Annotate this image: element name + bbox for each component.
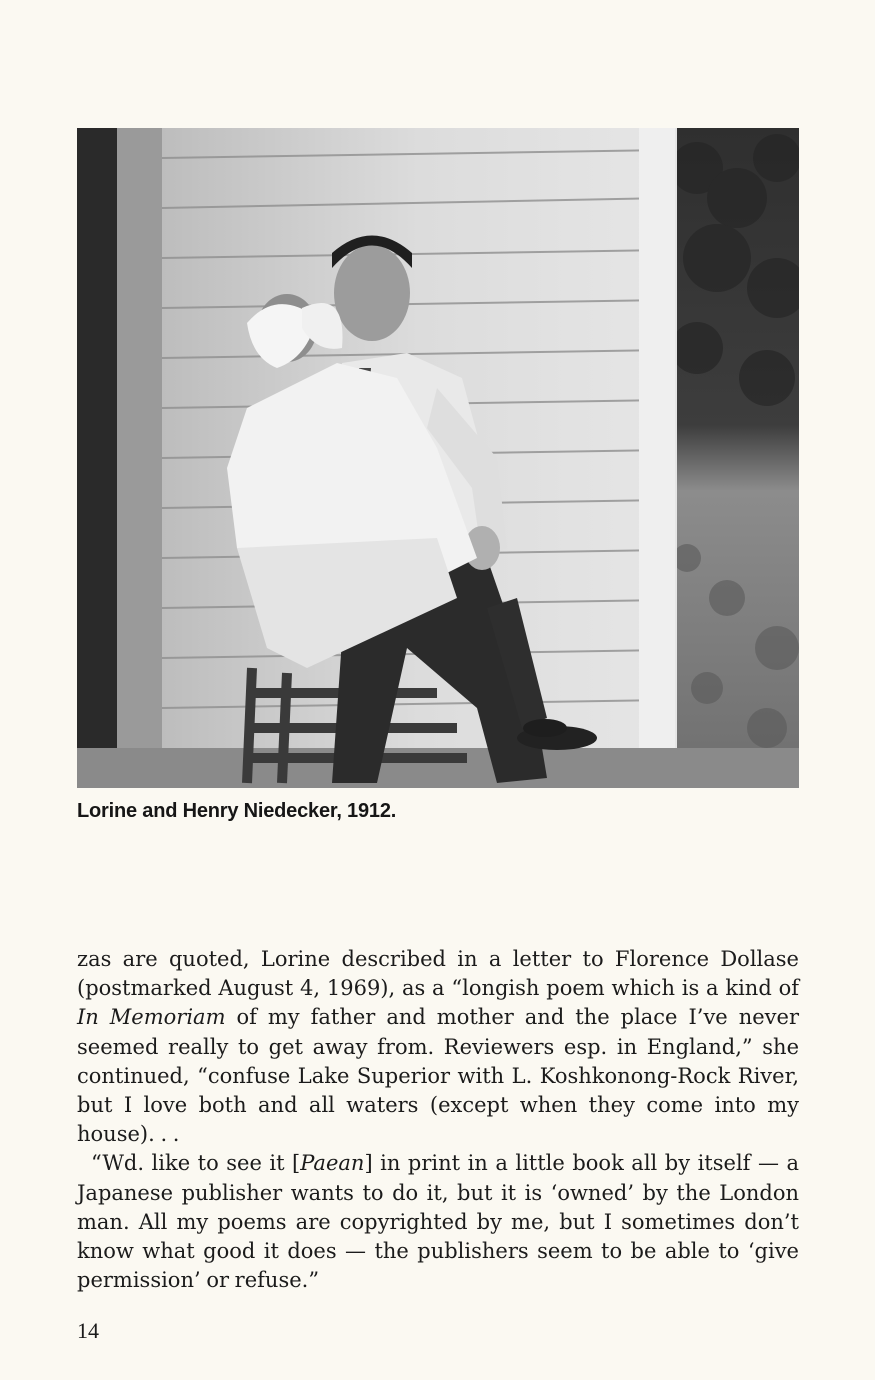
page-number: 14: [77, 1318, 99, 1343]
photo-caption: Lorine and Henry Niedecker, 1912.: [77, 800, 397, 822]
paragraph-2-italic-title: Paean: [300, 1151, 365, 1176]
paragraph-1-italic-title: In Memoriam: [77, 1005, 226, 1030]
paragraph-1-text-b: of my father and mother and the place I’ve never seemed really to get away from. Reviewers esp. in England,” she continued, “confuse Lake Superior with L. Koshkonong-Rock River, but I love both and all waters (except when they come into my house). . .: [77, 1005, 800, 1147]
paragraph-1-text-a: zas are quoted, Lorine described in a letter to Florence Dollase (postmarked August 4, 1969), as a “longish poem which is a kind of: [77, 947, 799, 1001]
paragraph-1: [77, 945, 799, 1149]
photograph-image: [77, 128, 799, 788]
paragraph-2-text-a: “Wd. like to see it [: [91, 1151, 301, 1176]
paragraph-2: [77, 1149, 799, 1295]
historical-photograph: [77, 128, 799, 788]
body-text: [77, 945, 799, 1295]
paragraph-2-text-b: ] in print in a little book all by itself — a Japanese publisher wants to do it, but it is ‘owned’ by the London man. All my poems are copyrighted by me, but I sometimes don’t know what good it does — the publishers seem to be able to ‘give permission’ or refuse.”: [77, 1151, 799, 1293]
